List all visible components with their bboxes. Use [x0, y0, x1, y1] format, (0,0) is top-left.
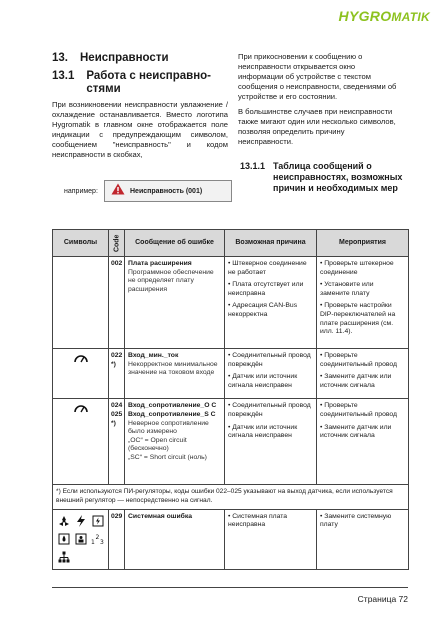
table-row	[53, 257, 409, 349]
header-cause: Возможная причина	[225, 230, 317, 257]
code-cell: 029	[109, 509, 125, 569]
table-heading-title: Таблица сообщений о неисправностях, возможных причин и необходимых мер	[273, 161, 403, 193]
symbol-cell	[53, 509, 109, 569]
intro-paragraph: При возникновении неисправности увлажнение / охлаждение останавливается. Вместо логотипа Hygromatik в главном окне отображается поле индикации с предупреждающим символом, сообщением "неисправность" и кодом неисправности в скобках,	[52, 100, 228, 159]
cause-cell	[225, 399, 317, 485]
message-cell	[125, 399, 225, 485]
lightning-icon	[74, 514, 88, 528]
cause-item: • Датчик или источник сигнала неисправен	[228, 423, 298, 440]
cause-cell	[225, 257, 317, 349]
table-note-row	[53, 485, 409, 509]
cause-cell	[225, 349, 317, 399]
header-code: Code	[109, 230, 125, 257]
svg-text:2: 2	[95, 533, 99, 541]
table-header-row	[53, 230, 409, 257]
message-cell	[125, 509, 225, 569]
code-cell: 002	[109, 257, 125, 349]
action-item: • Проверьте соединительный провод	[320, 352, 397, 368]
hygromatik-logo: HYGROMATIK	[338, 8, 430, 24]
code-cell: 024 025 *)	[109, 399, 125, 485]
cause-item: • Соединительный провод повреждён	[228, 402, 311, 418]
error-title: Вход_сопротивление_О С Вход_сопротивление_S C	[128, 402, 217, 418]
action-cell	[317, 349, 409, 399]
table-heading-number: 13.1.1	[240, 161, 266, 171]
error-description: Некорректное минимальное значение на токовом входе	[128, 360, 218, 377]
unit-drop-icon	[57, 532, 71, 546]
table-row	[53, 399, 409, 485]
error-title: Плата расширения	[128, 260, 192, 267]
action-item: • Проверьте соединительный провод	[320, 402, 397, 418]
action-item: • Проверьте настройки DIP-переключателей на плате расширения (см. илл. 11.4).	[320, 302, 396, 336]
error-description: Неверное сопротивление было измерено „ОС“ = Open circuit (бесконечно) „SC“ = Short circuit (ноль)	[128, 419, 209, 461]
symbol-cell	[53, 399, 109, 485]
page-number: Страница 72	[357, 594, 408, 604]
action-item: • Проверьте штекерное соединение	[320, 260, 394, 276]
header-message: Сообщение об ошибке	[125, 230, 225, 257]
action-cell	[317, 509, 409, 569]
header-actions: Мероприятия	[317, 230, 409, 257]
section-heading	[52, 52, 228, 64]
cause-item: • Адресация CAN-Bus некорректна	[228, 302, 298, 318]
error-title: Вход_мин._ток	[128, 352, 179, 359]
network-icon	[57, 550, 71, 564]
unit-power-icon	[91, 514, 105, 528]
fault-message-box	[104, 180, 232, 202]
section-title: Неисправности	[80, 52, 169, 64]
cause-item: • Соединительный провод повреждён	[228, 352, 311, 368]
status-symbols	[56, 514, 105, 564]
right-column	[238, 52, 398, 147]
gauge-icon	[73, 359, 89, 366]
subsection-number: 13.1	[52, 70, 75, 82]
symbol-cell	[53, 349, 109, 399]
unit-person-icon	[74, 532, 88, 546]
cause-item: • Системная плата неисправна	[228, 512, 288, 529]
action-cell	[317, 399, 409, 485]
subsection-heading	[52, 70, 228, 96]
warning-triangle-icon	[111, 182, 125, 200]
example-label: например:	[64, 188, 98, 195]
info-paragraph: При прикосновении к сообщению о неисправности открывается окно информации об устройстве с текстом сообщения о неисправности, сведениями об устройстве и его состоянии.	[238, 52, 397, 101]
steps-123-icon	[91, 532, 105, 546]
table-row	[53, 509, 409, 569]
svg-text:1: 1	[90, 538, 95, 545]
cause-item: • Датчик или источник сигнала неисправен	[228, 373, 298, 389]
table-row	[53, 349, 409, 399]
footer-divider	[52, 587, 408, 588]
table-footnote: *) Если используются ПИ-регуляторы, коды ошибки 022–025 указывают на выход датчика, если используется внешний регулятор — непосредственно на сигнал.	[53, 485, 409, 509]
error-title: Системная ошибка	[128, 512, 193, 520]
example-indicator	[64, 180, 264, 206]
subsection-title: Работа с неисправно- стями	[86, 70, 212, 95]
message-cell	[125, 349, 225, 399]
section-number: 13.	[52, 52, 68, 64]
message-cell	[125, 257, 225, 349]
code-cell: 022 *)	[109, 349, 125, 399]
fault-table	[52, 229, 409, 570]
cause-item: • Штекерное соединение не работает	[228, 260, 307, 276]
blink-paragraph: В большинстве случаев при неисправности также мигают один или несколько символов, позволяя определить причину неисправности.	[238, 107, 396, 146]
action-cell	[317, 257, 409, 349]
action-item: • Установите или замените плату	[320, 281, 374, 297]
symbol-cell	[53, 257, 109, 349]
cause-cell	[225, 509, 317, 569]
action-item: • Замените датчик или источник сигнала	[320, 373, 392, 389]
left-column	[52, 52, 228, 160]
fan-icon	[57, 514, 71, 528]
cause-item: • Плата отсутствует или неисправна	[228, 281, 304, 297]
fault-message-text: Неисправность (001)	[130, 187, 203, 195]
error-description: Программное обеспечение не определяет плату расширения	[128, 268, 214, 293]
header-symbols: Символы	[53, 230, 109, 257]
gauge-icon	[73, 409, 89, 416]
action-item: • Замените датчик или источник сигнала	[320, 423, 392, 440]
table-heading	[240, 161, 410, 194]
svg-text:3: 3	[99, 538, 104, 545]
action-item: • Замените системную плату	[320, 512, 392, 529]
